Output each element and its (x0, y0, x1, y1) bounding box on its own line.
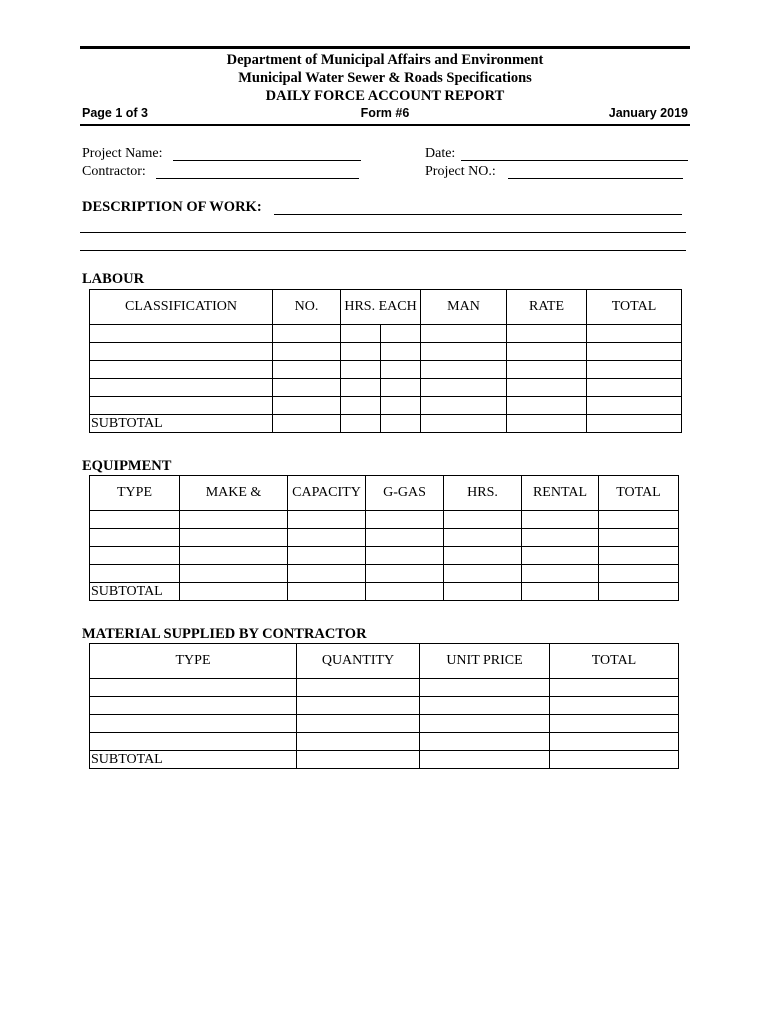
table-cell[interactable] (297, 751, 420, 769)
project-no-field[interactable] (508, 178, 683, 179)
labour-col-man: MAN (421, 290, 507, 325)
equipment-col-total: TOTAL (599, 476, 679, 511)
table-row (90, 379, 682, 397)
table-row (90, 697, 679, 715)
equipment-col-hrs: HRS. (444, 476, 522, 511)
table-cell[interactable] (522, 565, 599, 583)
table-cell[interactable] (587, 325, 682, 343)
table-cell[interactable] (381, 361, 421, 379)
equipment-col-capacity: CAPACITY (288, 476, 366, 511)
table-cell[interactable] (507, 343, 587, 361)
revision-date: January 2019 (608, 106, 688, 120)
table-cell[interactable] (90, 715, 297, 733)
report-title: DAILY FORCE ACCOUNT REPORT (265, 88, 505, 104)
table-cell[interactable] (444, 547, 522, 565)
table-cell[interactable] (421, 379, 507, 397)
material-subtotal-row (90, 751, 679, 769)
table-cell[interactable] (444, 529, 522, 547)
table-row (90, 565, 679, 583)
table-cell[interactable] (444, 565, 522, 583)
table-cell[interactable] (288, 583, 366, 601)
table-cell[interactable] (273, 379, 341, 397)
table-row (90, 733, 679, 751)
table-cell[interactable] (587, 361, 682, 379)
table-cell[interactable] (180, 565, 288, 583)
table-cell[interactable] (341, 361, 381, 379)
table-cell[interactable] (366, 529, 444, 547)
labour-subtotal-row (90, 415, 682, 433)
labour-section-title: LABOUR (82, 271, 145, 287)
labour-col-rate: RATE (507, 290, 587, 325)
material-col-total: TOTAL (550, 644, 679, 679)
table-cell[interactable] (421, 325, 507, 343)
table-cell[interactable] (90, 529, 180, 547)
equipment-col-g-gas: G-GAS (366, 476, 444, 511)
table-cell[interactable] (366, 583, 444, 601)
labour-table (89, 289, 682, 433)
table-cell[interactable] (550, 715, 679, 733)
description-field-line-2[interactable] (80, 232, 686, 233)
table-cell[interactable] (421, 415, 507, 433)
table-cell[interactable] (550, 679, 679, 697)
equipment-table (89, 475, 679, 601)
table-cell[interactable] (288, 511, 366, 529)
table-cell[interactable] (599, 529, 679, 547)
equipment-header-row (90, 476, 679, 511)
table-cell[interactable] (297, 733, 420, 751)
table-cell[interactable] (180, 511, 288, 529)
material-col-type: TYPE (90, 644, 297, 679)
project-name-label: Project Name: (82, 146, 163, 161)
equipment-col-type: TYPE (90, 476, 180, 511)
table-cell[interactable] (587, 379, 682, 397)
description-label: DESCRIPTION OF WORK: (82, 199, 262, 215)
table-cell[interactable] (90, 325, 273, 343)
table-cell[interactable] (420, 715, 550, 733)
table-cell[interactable] (599, 565, 679, 583)
table-cell[interactable] (366, 547, 444, 565)
table-cell[interactable] (273, 397, 341, 415)
equipment-subtotal-label: SUBTOTAL (90, 583, 180, 601)
material-table (89, 643, 679, 769)
project-name-field[interactable] (173, 160, 361, 161)
table-cell[interactable] (587, 343, 682, 361)
table-cell[interactable] (288, 547, 366, 565)
table-cell[interactable] (273, 361, 341, 379)
table-cell[interactable] (288, 529, 366, 547)
table-cell[interactable] (587, 415, 682, 433)
top-rule (80, 46, 690, 49)
table-row (90, 511, 679, 529)
table-cell[interactable] (507, 361, 587, 379)
table-cell[interactable] (90, 361, 273, 379)
table-cell[interactable] (381, 415, 421, 433)
table-cell[interactable] (381, 325, 421, 343)
table-row (90, 529, 679, 547)
specifications-title: Municipal Water Sewer & Roads Specifications (238, 70, 532, 86)
table-cell[interactable] (341, 397, 381, 415)
labour-header-row (90, 290, 682, 325)
table-row (90, 715, 679, 733)
table-cell[interactable] (507, 379, 587, 397)
equipment-section-title: EQUIPMENT (82, 458, 172, 474)
table-row (90, 325, 682, 343)
table-cell[interactable] (366, 565, 444, 583)
table-cell[interactable] (421, 397, 507, 415)
table-cell[interactable] (288, 565, 366, 583)
table-cell[interactable] (599, 547, 679, 565)
labour-col-total: TOTAL (587, 290, 682, 325)
table-cell[interactable] (420, 733, 550, 751)
table-cell[interactable] (90, 547, 180, 565)
table-cell[interactable] (587, 397, 682, 415)
description-field-line-1[interactable] (274, 214, 682, 215)
table-cell[interactable] (522, 511, 599, 529)
table-cell[interactable] (297, 715, 420, 733)
equipment-col-rental: RENTAL (522, 476, 599, 511)
table-cell[interactable] (341, 415, 381, 433)
labour-subtotal-label: SUBTOTAL (90, 415, 273, 433)
table-cell[interactable] (420, 697, 550, 715)
table-cell[interactable] (550, 697, 679, 715)
table-cell[interactable] (341, 325, 381, 343)
table-cell[interactable] (522, 547, 599, 565)
table-cell[interactable] (444, 583, 522, 601)
table-row (90, 361, 682, 379)
labour-col-classification: CLASSIFICATION (90, 290, 273, 325)
table-cell[interactable] (381, 379, 421, 397)
table-cell[interactable] (341, 343, 381, 361)
form-number: Form #6 (360, 106, 410, 120)
description-field-line-3[interactable] (80, 250, 686, 251)
table-row (90, 343, 682, 361)
contractor-field[interactable] (156, 178, 359, 179)
table-cell[interactable] (421, 361, 507, 379)
page-number: Page 1 of 3 (82, 106, 148, 120)
equipment-subtotal-row (90, 583, 679, 601)
table-cell[interactable] (381, 397, 421, 415)
project-no-label: Project NO.: (425, 164, 496, 179)
table-cell[interactable] (366, 511, 444, 529)
table-cell[interactable] (599, 583, 679, 601)
table-row (90, 397, 682, 415)
table-cell[interactable] (90, 565, 180, 583)
table-cell[interactable] (90, 397, 273, 415)
table-cell[interactable] (180, 547, 288, 565)
material-col-unit-price: UNIT PRICE (420, 644, 550, 679)
header-rule (80, 124, 690, 126)
material-section-title: MATERIAL SUPPLIED BY CONTRACTOR (82, 626, 367, 642)
equipment-col-make: MAKE & (180, 476, 288, 511)
table-cell[interactable] (297, 679, 420, 697)
contractor-label: Contractor: (82, 164, 146, 179)
table-cell[interactable] (522, 529, 599, 547)
table-cell[interactable] (341, 379, 381, 397)
material-header-row (90, 644, 679, 679)
table-cell[interactable] (90, 379, 273, 397)
material-col-quantity: QUANTITY (297, 644, 420, 679)
table-cell[interactable] (273, 343, 341, 361)
material-subtotal-label: SUBTOTAL (90, 751, 297, 769)
table-cell[interactable] (507, 397, 587, 415)
date-field[interactable] (461, 160, 688, 161)
table-cell[interactable] (90, 733, 297, 751)
table-cell[interactable] (421, 343, 507, 361)
date-label: Date: (425, 146, 456, 161)
table-cell[interactable] (90, 511, 180, 529)
table-cell[interactable] (550, 733, 679, 751)
table-cell[interactable] (273, 415, 341, 433)
table-cell[interactable] (444, 511, 522, 529)
table-cell[interactable] (522, 583, 599, 601)
table-cell[interactable] (420, 751, 550, 769)
labour-col-no: NO. (273, 290, 341, 325)
table-cell[interactable] (273, 325, 341, 343)
table-cell[interactable] (381, 343, 421, 361)
table-cell[interactable] (297, 697, 420, 715)
table-row (90, 679, 679, 697)
labour-col-hrs-each: HRS. EACH (341, 290, 421, 325)
table-cell[interactable] (507, 325, 587, 343)
table-cell[interactable] (180, 583, 288, 601)
table-cell[interactable] (599, 511, 679, 529)
table-cell[interactable] (90, 697, 297, 715)
table-cell[interactable] (90, 679, 297, 697)
table-cell[interactable] (180, 529, 288, 547)
table-cell[interactable] (507, 415, 587, 433)
table-row (90, 547, 679, 565)
table-cell[interactable] (550, 751, 679, 769)
table-cell[interactable] (420, 679, 550, 697)
department-title: Department of Municipal Affairs and Environment (226, 52, 544, 68)
table-cell[interactable] (90, 343, 273, 361)
